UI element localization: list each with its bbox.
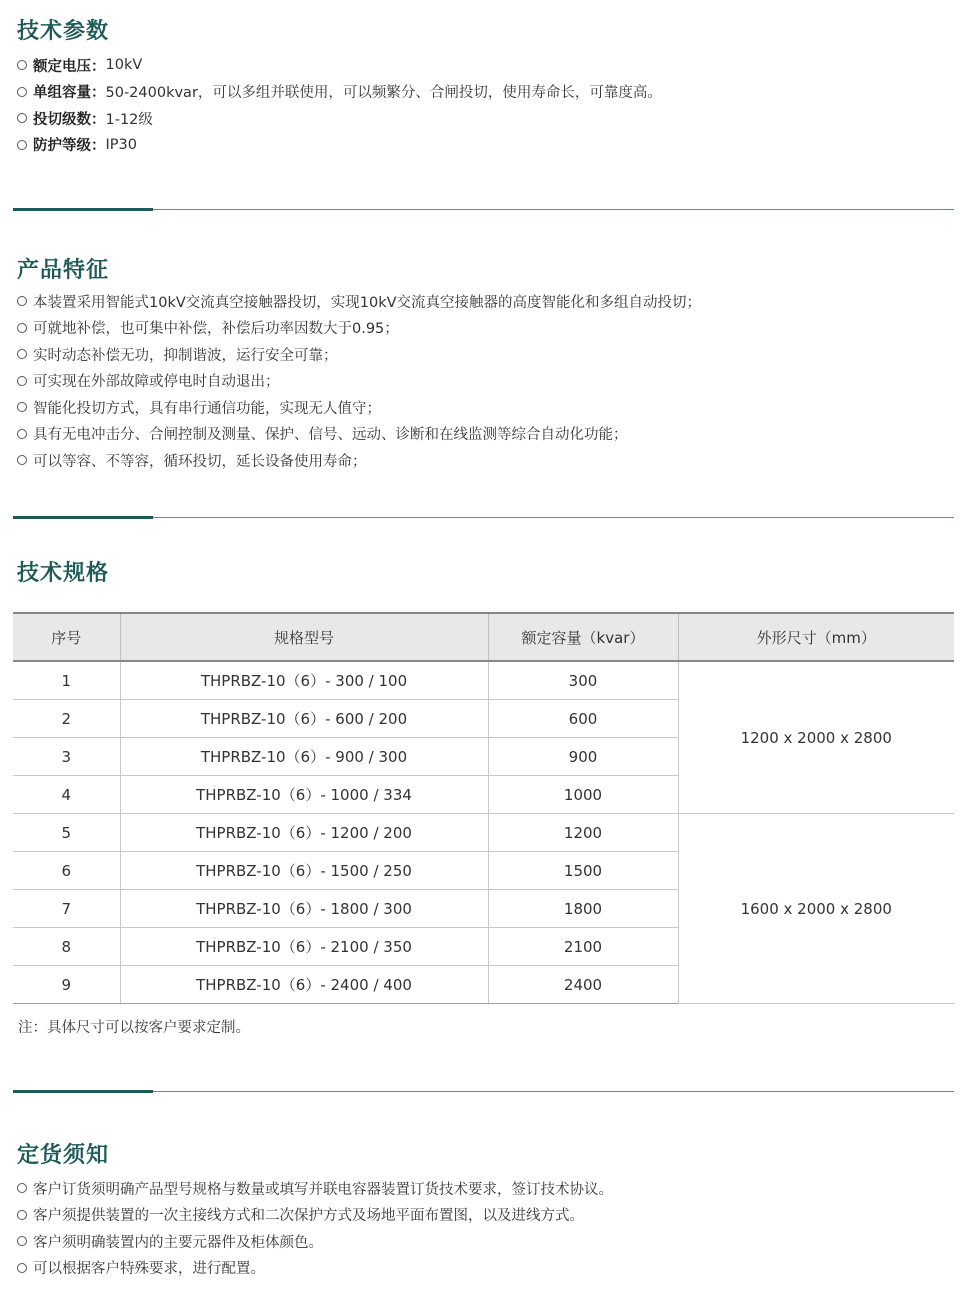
cell-model: THPRBZ-10（6）- 600 / 200	[120, 700, 488, 738]
circle-bullet-icon	[17, 323, 27, 333]
list-item: 可实现在外部故障或停电时自动退出；	[17, 368, 701, 395]
circle-bullet-icon	[17, 455, 27, 465]
cell-model: THPRBZ-10（6）- 900 / 300	[120, 738, 488, 776]
list-item: 投切级数： 1-12级	[17, 105, 662, 132]
table-row	[13, 661, 954, 700]
tech-params-list	[17, 52, 662, 158]
cell-no: 6	[13, 852, 120, 890]
header-dimensions: 外形尺寸（mm）	[678, 613, 954, 661]
cell-capacity: 2100	[488, 928, 678, 966]
cell-model: THPRBZ-10（6）- 1500 / 250	[120, 852, 488, 890]
cell-model: THPRBZ-10（6）- 1800 / 300	[120, 890, 488, 928]
section-divider	[13, 516, 954, 518]
cell-capacity: 2400	[488, 966, 678, 1004]
specs-table	[13, 612, 954, 1004]
list-item: 可就地补偿，也可集中补偿，补偿后功率因数大于0.95；	[17, 315, 701, 342]
cell-capacity: 600	[488, 700, 678, 738]
circle-bullet-icon	[17, 1263, 27, 1273]
list-item: 可以根据客户特殊要求，进行配置。	[17, 1255, 613, 1282]
cell-capacity: 300	[488, 661, 678, 700]
circle-bullet-icon	[17, 113, 27, 123]
cell-capacity: 900	[488, 738, 678, 776]
list-item: 具有无电冲击分、合闸控制及测量、保护、信号、远动、诊断和在线监测等综合自动化功能；	[17, 421, 701, 448]
list-item: 可以等容、不等容，循环投切，延长设备使用寿命；	[17, 447, 701, 474]
cell-dimensions: 1600 x 2000 x 2800	[678, 814, 954, 1004]
section-divider	[13, 1090, 954, 1092]
circle-bullet-icon	[17, 60, 27, 70]
header-capacity: 额定容量（kvar）	[488, 613, 678, 661]
list-item: 单组容量： 50-2400kvar，可以多组并联使用，可以频繁分、合闸投切，使用寿命长，可靠度高。	[17, 79, 662, 106]
cell-no: 2	[13, 700, 120, 738]
cell-no: 8	[13, 928, 120, 966]
cell-capacity: 1000	[488, 776, 678, 814]
cell-no: 7	[13, 890, 120, 928]
cell-no: 1	[13, 661, 120, 700]
list-item: 额定电压： 10kV	[17, 52, 662, 79]
list-item: 智能化投切方式，具有串行通信功能，实现无人值守；	[17, 394, 701, 421]
section-divider	[13, 208, 954, 210]
cell-model: THPRBZ-10（6）- 1200 / 200	[120, 814, 488, 852]
circle-bullet-icon	[17, 429, 27, 439]
cell-no: 5	[13, 814, 120, 852]
cell-no: 3	[13, 738, 120, 776]
specs-note: 注：具体尺寸可以按客户要求定制。	[18, 1020, 250, 1036]
ordering-title: 定货须知	[17, 1143, 110, 1168]
cell-model: THPRBZ-10（6）- 300 / 100	[120, 661, 488, 700]
list-item: 本装置采用智能式10kV交流真空接触器投切，实现10kV交流真空接触器的高度智能化和多组自动投切；	[17, 288, 701, 315]
header-model: 规格型号	[120, 613, 488, 661]
cell-capacity: 1800	[488, 890, 678, 928]
header-no: 序号	[13, 613, 120, 661]
cell-capacity: 1200	[488, 814, 678, 852]
cell-no: 9	[13, 966, 120, 1004]
cell-model: THPRBZ-10（6）- 2100 / 350	[120, 928, 488, 966]
list-item: 客户须明确装置内的主要元器件及柜体颜色。	[17, 1228, 613, 1255]
circle-bullet-icon	[17, 296, 27, 306]
specs-title: 技术规格	[17, 561, 110, 586]
circle-bullet-icon	[17, 140, 27, 150]
circle-bullet-icon	[17, 1236, 27, 1246]
cell-capacity: 1500	[488, 852, 678, 890]
cell-model: THPRBZ-10（6）- 2400 / 400	[120, 966, 488, 1004]
list-item: 防护等级： IP30	[17, 132, 662, 159]
list-item: 客户订货须明确产品型号规格与数量或填写并联电容器装置订货技术要求，签订技术协议。	[17, 1175, 613, 1202]
cell-no: 4	[13, 776, 120, 814]
circle-bullet-icon	[17, 87, 27, 97]
circle-bullet-icon	[17, 1183, 27, 1193]
circle-bullet-icon	[17, 402, 27, 412]
ordering-list	[17, 1175, 613, 1281]
circle-bullet-icon	[17, 349, 27, 359]
circle-bullet-icon	[17, 1210, 27, 1220]
cell-model: THPRBZ-10（6）- 1000 / 334	[120, 776, 488, 814]
circle-bullet-icon	[17, 376, 27, 386]
list-item: 实时动态补偿无功，抑制谐波，运行安全可靠；	[17, 341, 701, 368]
table-header-row	[13, 613, 954, 661]
tech-params-title: 技术参数	[17, 19, 110, 44]
list-item: 客户须提供装置的一次主接线方式和二次保护方式及场地平面布置图，以及进线方式。	[17, 1202, 613, 1229]
table-row	[13, 814, 954, 852]
features-title: 产品特征	[17, 258, 110, 283]
features-list	[17, 288, 701, 474]
cell-dimensions: 1200 x 2000 x 2800	[678, 661, 954, 814]
